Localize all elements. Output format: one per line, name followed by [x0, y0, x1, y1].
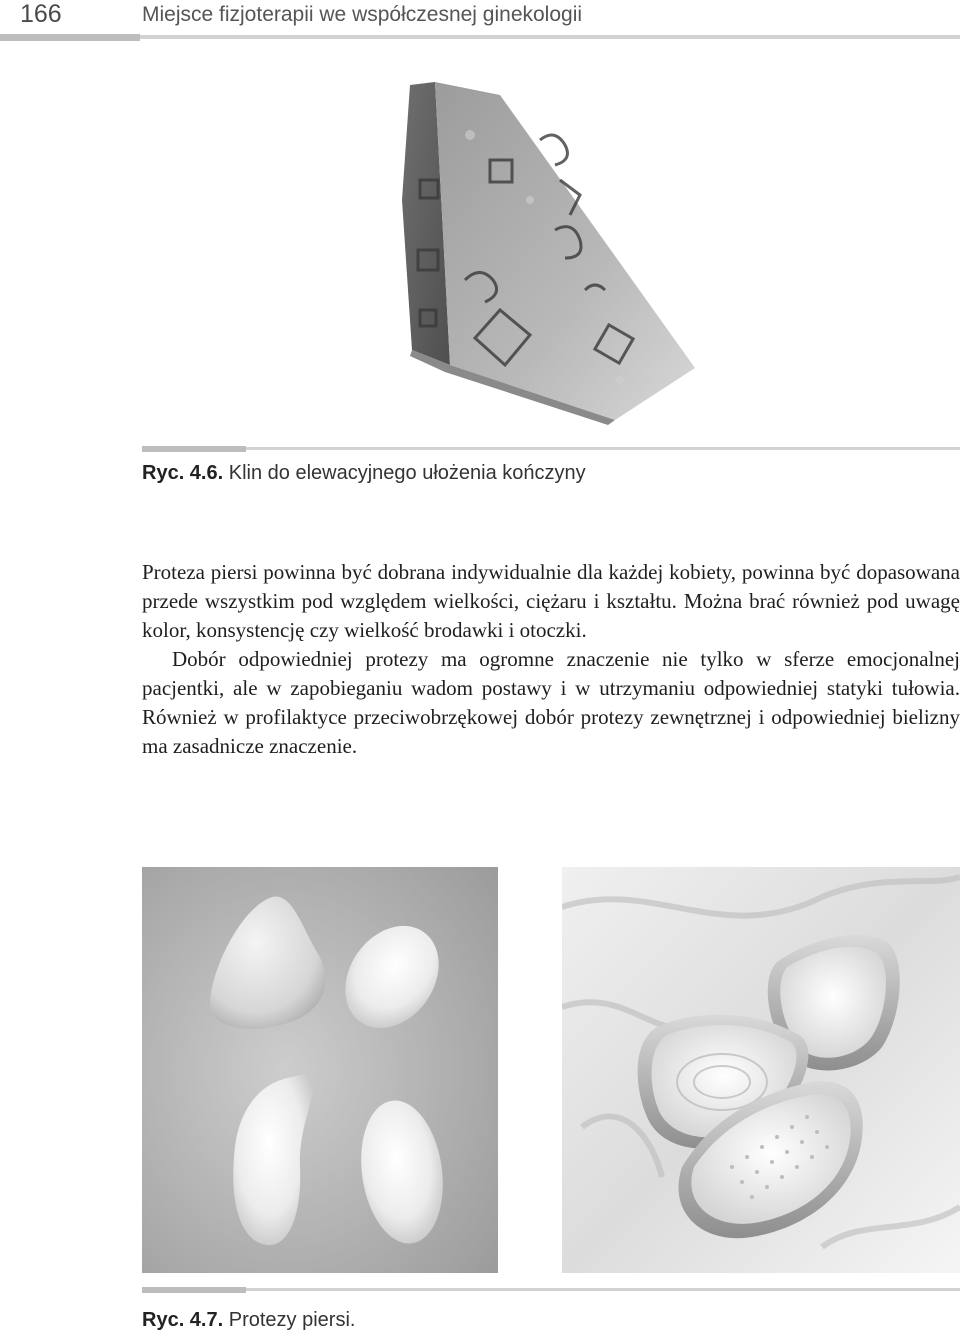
caption-rule [142, 446, 246, 452]
header-rule [0, 34, 140, 41]
figure-caption [142, 462, 586, 485]
wedge-cushion-photo [390, 80, 710, 425]
figure-label: Ryc. 4.6. [142, 462, 224, 484]
header-rule-thin [140, 35, 960, 39]
caption-rule [142, 1287, 246, 1293]
body-text [142, 558, 960, 761]
figure-caption-text: Protezy piersi. [228, 1309, 356, 1331]
caption-rule-thin [246, 1288, 960, 1291]
page-number: 166 [20, 0, 62, 28]
figure-label: Ryc. 4.7. [142, 1309, 224, 1331]
figure-caption-text: Klin do elewacyjnego ułożenia kończyny [228, 462, 586, 484]
running-title: Miejsce fizjoterapii we współczesnej ginekologii [142, 3, 583, 26]
breast-prostheses-satin-photo [562, 867, 960, 1273]
paragraph: Dobór odpowiedniej protezy ma ogromne znaczenie nie tylko w sferze emocjonalnej pacjentki, ale w zapobieganiu wadom postawy i w utrzymaniu odpowiedniej statyki tułowia. Również w profilaktyce przeciwobrzękowej dobór protezy zewnętrznej i odpowiedniej bielizny ma zasadnicze znaczenie. [142, 647, 960, 758]
paragraph: Proteza piersi powinna być dobrana indywidualnie dla każdej kobiety, powinna być dopasowana przede wszystkim pod względem wielkości, ciężaru i kształtu. Można brać również pod uwagę kolor, konsystencję czy wielkość brodawki i otoczki. [142, 560, 960, 642]
breast-prostheses-photo [142, 867, 498, 1273]
caption-rule-thin [246, 447, 960, 450]
figure-caption [142, 1309, 355, 1332]
